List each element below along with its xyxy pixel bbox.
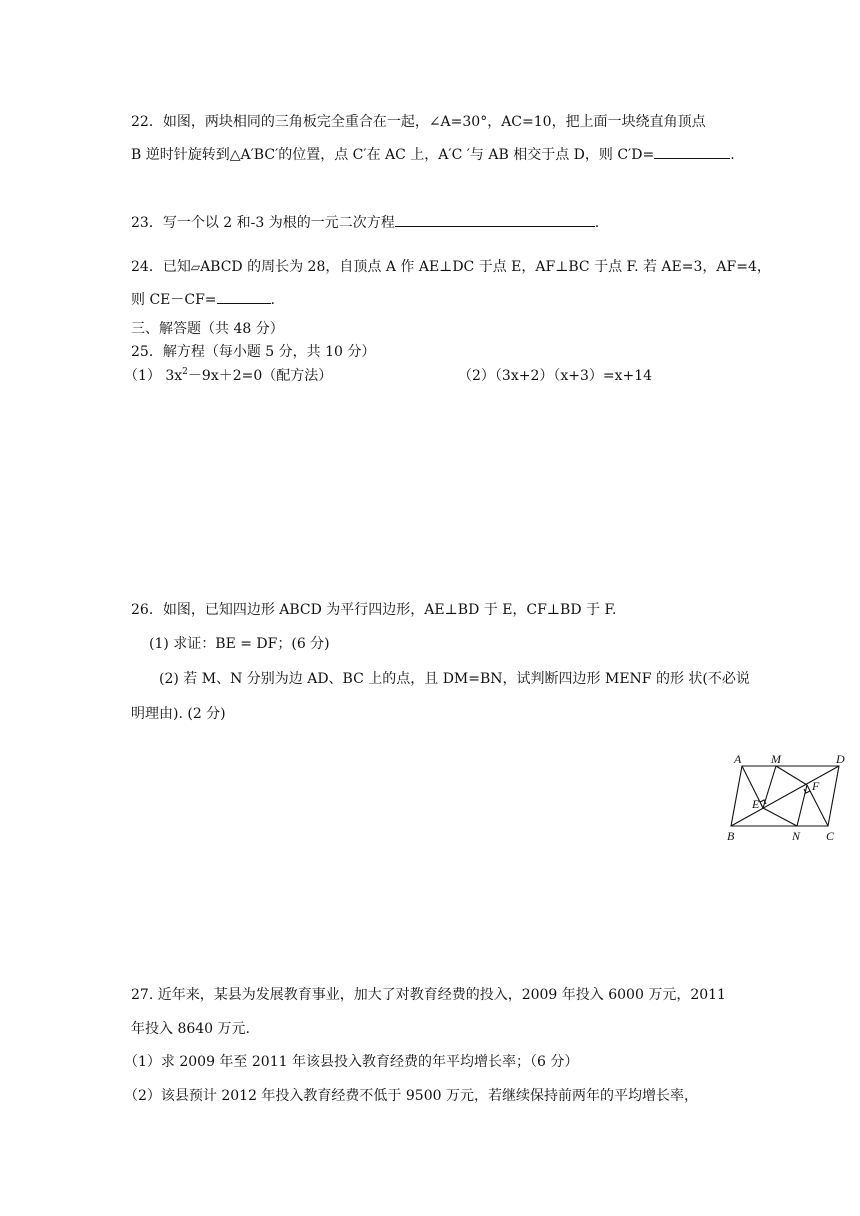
q26-part1: (1) 求证：BE = DF；(6 分) — [149, 636, 330, 652]
q24-text-c: 则 CE－CF= — [131, 292, 217, 308]
q25-title: 25．解方程（每小题 5 分，共 10 分） — [131, 344, 376, 360]
parallelogram-icon: ▱ — [190, 260, 201, 274]
q25-part1-a: （1） 3x — [124, 368, 183, 384]
q24-text-b: ABCD 的周长为 28，自顶点 A 作 AE⊥DC 于点 E，AF⊥BC 于点 F. 若 AE=3，AF=4， — [200, 259, 771, 275]
label-e: E — [752, 797, 760, 811]
q25-exponent: 2 — [182, 367, 188, 377]
label-b: B — [727, 829, 735, 843]
q25-part1 — [124, 366, 332, 386]
q24-line1 — [131, 257, 771, 277]
q25-part2: （2）（3x+2）（x+3）=x+14 — [458, 368, 653, 384]
q25-part1-b: －9x＋2=0（配方法） — [187, 368, 333, 384]
q22-line2-text: B 逆时针旋转到△A′BC′的位置，点 C′在 AC 上，A′C ′与 AB 相交于点 D，则 C′D= — [131, 147, 655, 163]
label-d: D — [836, 752, 845, 766]
label-f: F — [812, 779, 820, 793]
q23-line — [131, 212, 599, 233]
q22-line2 — [131, 144, 735, 165]
section-heading: 三、解答题（共 48 分） — [131, 321, 284, 337]
label-a: A — [734, 752, 742, 766]
q24-text-a: 24．已知 — [131, 259, 191, 275]
label-c: C — [826, 829, 835, 843]
q23-end: . — [594, 215, 600, 231]
q22-answer-blank[interactable] — [654, 144, 730, 159]
q23-answer-blank[interactable] — [395, 212, 595, 227]
parallelogram-figure — [722, 748, 852, 848]
q27-line2: 年投入 8640 万元. — [131, 1021, 250, 1037]
q26-part2-line1: (2) 若 M、N 分别为边 AD、BC 上的点，且 DM=BN，试判断四边形 MENF 的形 状(不必说 — [159, 671, 750, 687]
q22-line1: 22．如图，两块相同的三角板完全重合在一起，∠A=30°，AC=10，把上面一块绕直角顶点 — [131, 114, 706, 130]
segment-ne — [763, 808, 797, 826]
q22-end: . — [730, 147, 735, 163]
q26-part2-line2: 明理由). (2 分) — [131, 706, 226, 722]
q24-line2 — [131, 289, 275, 310]
label-n: N — [792, 829, 801, 843]
label-m: M — [771, 752, 781, 766]
q27-part2: （2）该县预计 2012 年投入教育经费不低于 9500 万元，若继续保持前两年的平均增长率， — [124, 1088, 698, 1104]
segment-mf — [776, 766, 807, 785]
q26-title: 26．如图，已知四边形 ABCD 为平行四边形，AE⊥BD 于 E，CF⊥BD 于 F. — [131, 602, 617, 618]
q24-answer-blank[interactable] — [217, 289, 271, 304]
q23-text: 23．写一个以 2 和-3 为根的一元二次方程 — [131, 215, 395, 231]
q27-part1: （1）求 2009 年至 2011 年该县投入教育经费的年平均增长率；（6 分） — [124, 1054, 579, 1070]
q27-line1: 27. 近年来，某县为发展教育事业，加大了对教育经费的投入，2009 年投入 6000 万元，2011 — [131, 987, 726, 1003]
q24-end: . — [270, 292, 275, 308]
